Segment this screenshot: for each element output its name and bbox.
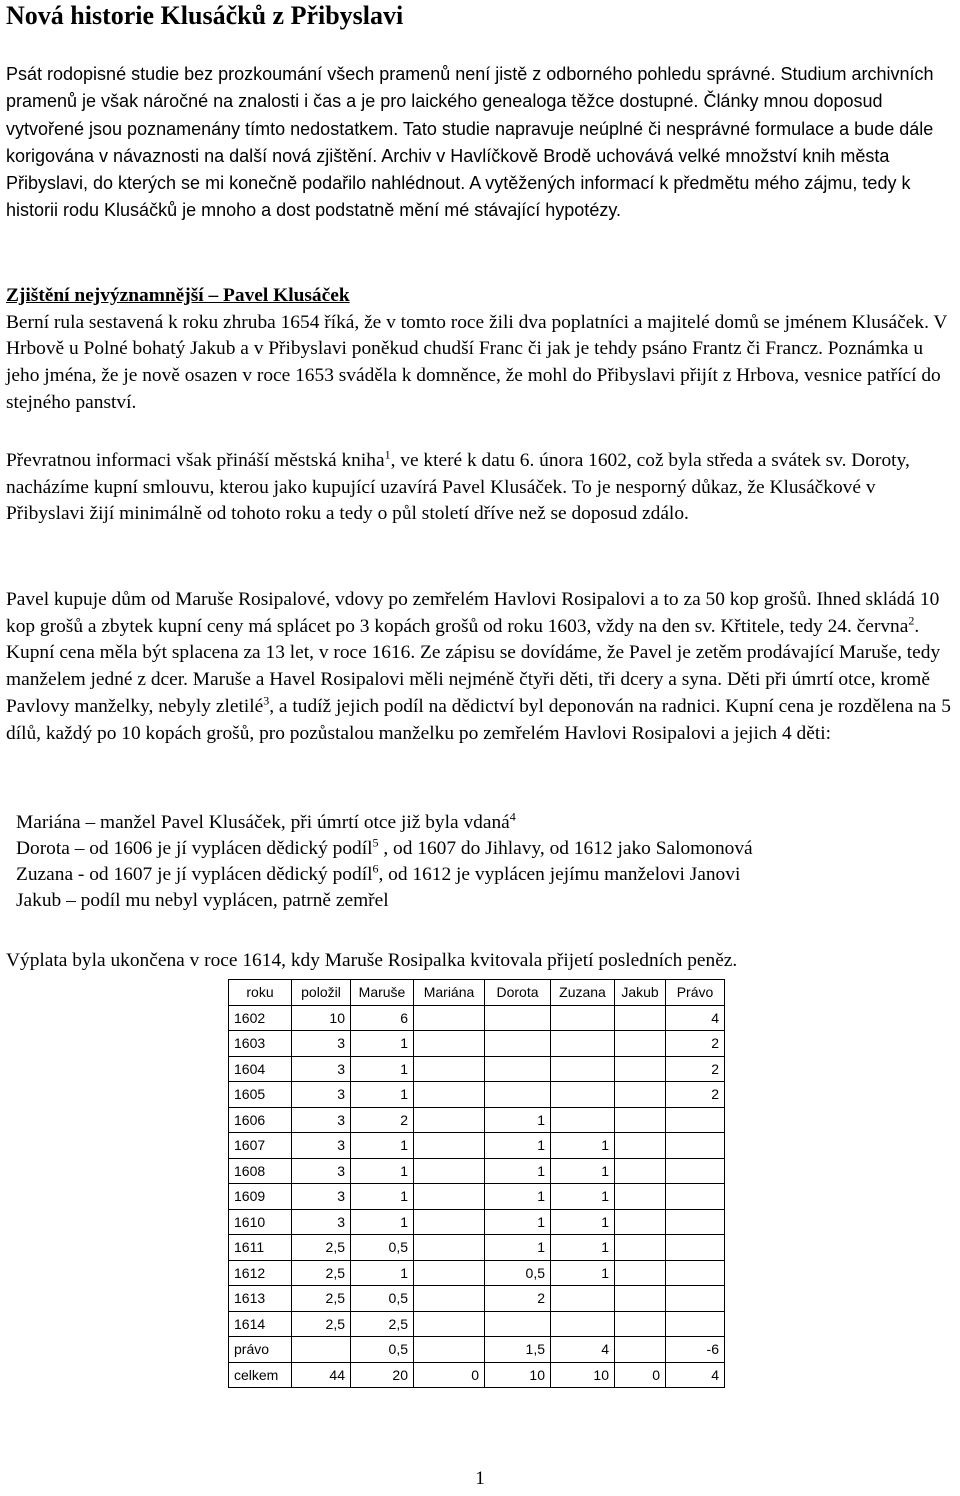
table-cell: 3 <box>292 1184 351 1210</box>
section-paragraph: Berní rula sestavená k roku zhruba 1654 říká, že v tomto roce žili dva poplatníci a majitelé domů se jménem Klusáček. V Hrbově u Polné bohatý Jakub a v Přibyslavi poněkud chudší Franc či jak je tehdy psáno Frantz či Francz. Poznámka u jeho jména, že je nově osazen v roce 1653 sváděla k domněnce, že mohl do Přibyslavi přijít z Hrbova, vesnice patřící do stejného panství. <box>6 311 948 413</box>
table-row <box>229 1158 725 1184</box>
table-cell: 10 <box>485 1362 551 1388</box>
footnote-ref[interactable]: 2 <box>908 613 915 628</box>
paragraph-text: , a tudíž jejich podíl na dědictví byl deponován na radnici. Kupní cena je rozdělena na 5 dílů, každý po 10 kopách grošů, pro pozůstalou manželku po zemřelém Havlovi Rosipalovi a jejich 4 děti: <box>6 695 951 744</box>
table-cell: 3 <box>292 1158 351 1184</box>
table-cell <box>615 1005 666 1031</box>
table-cell: 3 <box>292 1209 351 1235</box>
table-row <box>229 1235 725 1261</box>
column-header: Zuzana <box>551 980 615 1006</box>
heir-line: Mariána – manžel Pavel Klusáček, při úmrtí otce již byla vdaná$^4$ <box>16 809 516 833</box>
heir-line: Dorota – od 1606 je jí vyplácen dědický podíl$^5$ , od 1607 do Jihlavy, od 1612 jako Salomonová <box>16 835 753 859</box>
table-cell <box>666 1184 725 1210</box>
table-cell: 1 <box>551 1158 615 1184</box>
table-row <box>229 1056 725 1082</box>
table-cell: 1602 <box>229 1005 292 1031</box>
table-cell: 1 <box>351 1209 414 1235</box>
table-cell <box>666 1158 725 1184</box>
table-row <box>229 1031 725 1057</box>
table-cell <box>292 1337 351 1363</box>
table-cell <box>414 1082 485 1108</box>
page-number: 1 <box>475 1468 485 1489</box>
table-cell <box>615 1209 666 1235</box>
table-row <box>229 1133 725 1159</box>
table-cell <box>666 1209 725 1235</box>
column-header: Maruše <box>351 980 414 1006</box>
table-cell: 4 <box>666 1005 725 1031</box>
section-heading-text: Zjištění nejvýznamnější – Pavel Klusáček <box>6 285 350 306</box>
table-cell: 6 <box>351 1005 414 1031</box>
table-cell <box>666 1260 725 1286</box>
table-cell: 0,5 <box>351 1337 414 1363</box>
paragraph-text: Převratnou informaci však přináší městská kniha <box>6 450 385 471</box>
table-cell: 1613 <box>229 1286 292 1312</box>
table-cell: 1604 <box>229 1056 292 1082</box>
table-cell: 1607 <box>229 1133 292 1159</box>
table-cell <box>485 1311 551 1337</box>
table-cell <box>615 1082 666 1108</box>
table-cell <box>414 1133 485 1159</box>
table-cell: 2 <box>351 1107 414 1133</box>
table-cell <box>414 1056 485 1082</box>
table-cell <box>414 1235 485 1261</box>
table-cell <box>615 1311 666 1337</box>
table-cell: 2,5 <box>351 1311 414 1337</box>
table-cell: právo <box>229 1337 292 1363</box>
table-header-row <box>229 980 725 1006</box>
table-cell: 1 <box>485 1209 551 1235</box>
table-cell <box>615 1133 666 1159</box>
section-heading <box>6 283 958 310</box>
table-cell: 10 <box>292 1005 351 1031</box>
table-cell <box>414 1337 485 1363</box>
table-cell: 0 <box>615 1362 666 1388</box>
table-cell: 0,5 <box>351 1286 414 1312</box>
table-cell <box>666 1235 725 1261</box>
intro-paragraph: Psát rodopisné studie bez prozkoumání všech pramenů není jistě z odborného pohledu správné. Studium archivních pramenů je však náročné na znalosti i čas a je pro laického genealoga těžce dostupné. Články mnou doposud vytvořené jsou poznamenány tímto nedostatkem. Tato studie napravuje neúplné či nesprávné formulace a bude dále korigována v návaznosti na další nová zjištění. Archiv v Havlíčkově Brodě uchovává velké množství knih města Přibyslavi, do kterých se mi konečně podařilo nahlédnout. A vytěžených informací k předmětu mého zájmu, tedy k historii rodu Klusáčků je mnoho a dost podstatně mění mé stávající hypotézy. <box>6 64 934 221</box>
table-cell: 1 <box>485 1133 551 1159</box>
paragraph-text: , ve které k datu 6. února 1602, což byla středa a svátek sv. Doroty, nacházíme kupní smlouvu, kterou jako kupující uzavírá Pavel Klusáček. To je nesporný důkaz, že Klusáčkové v Přibyslavi žijí minimálně od tohoto roku a tedy o půl století dříve než se doposud zdálo. <box>6 450 910 525</box>
table-cell: 0 <box>414 1362 485 1388</box>
table-cell: 1 <box>351 1082 414 1108</box>
table-cell: 1603 <box>229 1031 292 1057</box>
table-cell <box>414 1209 485 1235</box>
table-cell: 1 <box>551 1235 615 1261</box>
footnote-ref[interactable]: 5 <box>372 835 379 850</box>
table-cell <box>615 1031 666 1057</box>
table-cell: 3 <box>292 1082 351 1108</box>
table-cell <box>615 1107 666 1133</box>
column-header: Dorota <box>485 980 551 1006</box>
table-cell: 2,5 <box>292 1311 351 1337</box>
table-cell <box>414 1031 485 1057</box>
column-header: položil <box>292 980 351 1006</box>
table-cell: 2 <box>666 1056 725 1082</box>
table-cell: 1 <box>551 1133 615 1159</box>
table-row <box>229 1082 725 1108</box>
column-header: Jakub <box>615 980 666 1006</box>
table-body <box>229 1005 725 1388</box>
table-cell: 1 <box>351 1184 414 1210</box>
footnote-ref[interactable]: 3 <box>263 693 270 708</box>
table-cell: -6 <box>666 1337 725 1363</box>
table-cell <box>485 1056 551 1082</box>
table-cell: 3 <box>292 1031 351 1057</box>
table-cell <box>551 1056 615 1082</box>
table-cell <box>551 1005 615 1031</box>
table-cell: 0,5 <box>485 1260 551 1286</box>
table-cell: 1 <box>551 1260 615 1286</box>
section-key-finding <box>6 283 958 417</box>
table-cell: 2 <box>666 1082 725 1108</box>
table-cell: 3 <box>292 1056 351 1082</box>
column-header: roku <box>229 980 292 1006</box>
table-cell <box>551 1031 615 1057</box>
table-cell: 1605 <box>229 1082 292 1108</box>
table-row <box>229 1184 725 1210</box>
footnote-ref[interactable]: 6 <box>372 861 379 876</box>
table-cell: 1609 <box>229 1184 292 1210</box>
table-cell <box>551 1082 615 1108</box>
table-cell <box>666 1311 725 1337</box>
table-cell: 1614 <box>229 1311 292 1337</box>
table-cell <box>615 1235 666 1261</box>
table-cell: 20 <box>351 1362 414 1388</box>
table-cell <box>414 1158 485 1184</box>
table-cell <box>666 1286 725 1312</box>
table-cell: 1610 <box>229 1209 292 1235</box>
heir-line: Zuzana - od 1607 je jí vyplácen dědický podíl$^6$, od 1612 je vyplácen jejímu manželovi Janovi <box>16 861 741 885</box>
table-cell <box>666 1133 725 1159</box>
table-cell: 3 <box>292 1133 351 1159</box>
table-cell: 2,5 <box>292 1286 351 1312</box>
table-cell: 2,5 <box>292 1235 351 1261</box>
payment-table <box>228 979 725 1388</box>
table-cell: 10 <box>551 1362 615 1388</box>
table-cell: 1 <box>551 1209 615 1235</box>
table-cell <box>414 1184 485 1210</box>
table-cell <box>615 1286 666 1312</box>
heir-line: Jakub – podíl mu nebyl vyplácen, patrně zemřel <box>16 890 389 911</box>
table-row <box>229 1107 725 1133</box>
paragraph-city-book <box>6 448 958 528</box>
table-cell: 2 <box>666 1031 725 1057</box>
table-row <box>229 1260 725 1286</box>
table-cell: 2 <box>485 1286 551 1312</box>
table-cell <box>615 1260 666 1286</box>
table-cell: 1 <box>351 1260 414 1286</box>
table-row <box>229 1209 725 1235</box>
table-cell <box>414 1107 485 1133</box>
table-cell <box>551 1286 615 1312</box>
table-cell <box>414 1005 485 1031</box>
column-header: Mariána <box>414 980 485 1006</box>
table-cell: 1 <box>485 1107 551 1133</box>
table-row <box>229 1311 725 1337</box>
footnote-ref[interactable]: 1 <box>384 447 391 462</box>
table-cell <box>414 1260 485 1286</box>
table-cell <box>615 1184 666 1210</box>
table-cell: 4 <box>551 1337 615 1363</box>
table-cell <box>615 1056 666 1082</box>
table-cell: 2,5 <box>292 1260 351 1286</box>
table-cell: 1,5 <box>485 1337 551 1363</box>
table-cell: 1611 <box>229 1235 292 1261</box>
table-cell <box>485 1005 551 1031</box>
table-cell: 1 <box>485 1158 551 1184</box>
table-cell: 1 <box>485 1235 551 1261</box>
table-cell: 1 <box>485 1184 551 1210</box>
table-cell: 1 <box>351 1031 414 1057</box>
table-cell <box>551 1107 615 1133</box>
table-cell <box>485 1031 551 1057</box>
table-cell: 1 <box>351 1133 414 1159</box>
table-cell <box>551 1311 615 1337</box>
table-row <box>229 1005 725 1031</box>
table-cell <box>615 1337 666 1363</box>
paragraph-text: . Kupní cena měla být splacena za 13 let, v roce 1616. Ze zápisu se dovídáme, že Pavel je zetěm prodávající Maruše, tedy manželem jedné z dcer. Maruše a Havel Rosipalovi měli nejméně čtyři děti, tři dcery a syna. Děti při úmrtí otce, kromě Pavlovy manželky, nebyly zletilé <box>6 615 941 717</box>
table-row <box>229 1362 725 1388</box>
column-header: Právo <box>666 980 725 1006</box>
table-cell <box>414 1311 485 1337</box>
table-cell: 1612 <box>229 1260 292 1286</box>
table-cell <box>666 1107 725 1133</box>
table-cell: 3 <box>292 1107 351 1133</box>
table-cell: 1608 <box>229 1158 292 1184</box>
table-cell <box>414 1286 485 1312</box>
table-cell: 4 <box>666 1362 725 1388</box>
paragraph-text: Pavel kupuje dům od Maruše Rosipalové, vdovy po zemřelém Havlovi Rosipalovi a to za 50 kop grošů. Ihned skládá 10 kop grošů a zbytek kupní ceny má splácet po 3 kopách grošů od roku 1603, vždy na den sv. Křtitele, tedy 24. června <box>6 589 940 637</box>
document-title: Nová historie Klusáčků z Přibyslavi <box>6 1 404 30</box>
table-cell <box>615 1158 666 1184</box>
table-cell: 1 <box>351 1056 414 1082</box>
table-cell: 1 <box>351 1158 414 1184</box>
table-cell: 1606 <box>229 1107 292 1133</box>
table-cell: 1 <box>551 1184 615 1210</box>
paragraph-purchase <box>6 587 958 747</box>
table-row <box>229 1337 725 1363</box>
table-cell <box>485 1082 551 1108</box>
table-cell: 0,5 <box>351 1235 414 1261</box>
footnote-ref[interactable]: 4 <box>509 809 516 824</box>
table-cell: celkem <box>229 1362 292 1388</box>
table-cell: 44 <box>292 1362 351 1388</box>
table-row <box>229 1286 725 1312</box>
payout-sentence: Výplata byla ukončena v roce 1614, kdy Maruše Rosipalka kvitovala přijetí posledních peněz. <box>6 950 738 971</box>
